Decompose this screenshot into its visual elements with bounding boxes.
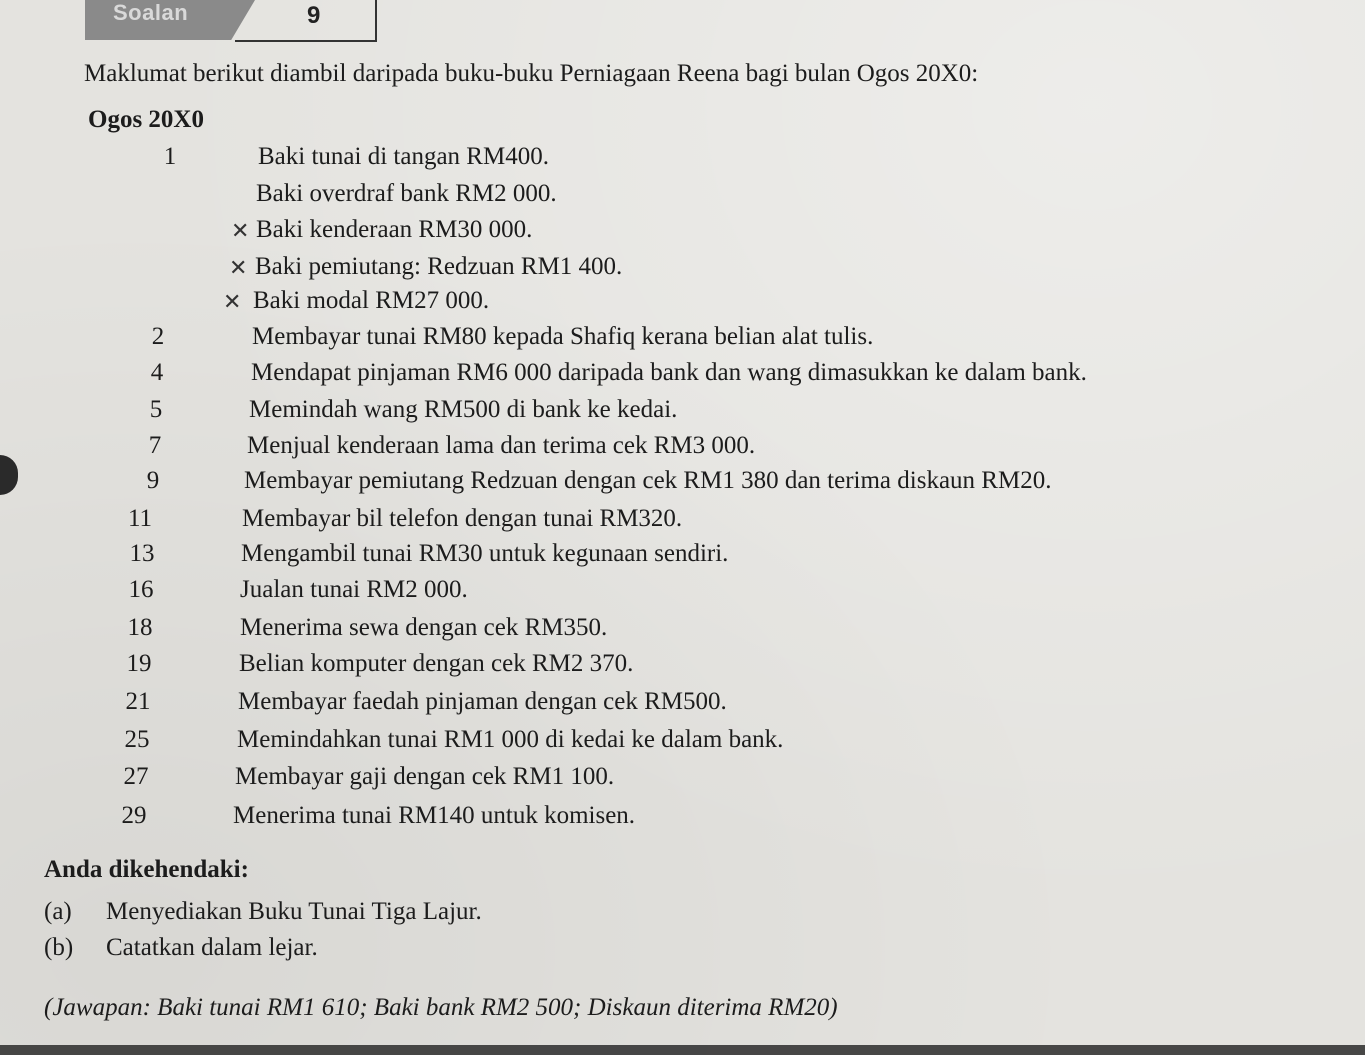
question-label: Soalan [113, 0, 189, 25]
tick-mark-icon: ✕ [231, 218, 250, 243]
transaction-day: 27 [123, 763, 149, 790]
transaction-day: 1 [163, 143, 177, 170]
tick-mark-icon: ✕ [229, 255, 248, 280]
transaction-text: Belian komputer dengan cek RM2 370. [239, 650, 634, 677]
task-text: Catatkan dalam lejar. [106, 934, 318, 961]
transaction-text: Memindah wang RM500 di bank ke kedai. [249, 396, 678, 423]
header-underline [235, 40, 377, 42]
page-edge-tab [0, 455, 18, 495]
transaction-day: 11 [127, 505, 153, 532]
page-bottom-edge [0, 1045, 1365, 1055]
task-label: (a) [44, 898, 72, 925]
transaction-text: Membayar gaji dengan cek RM1 100. [235, 763, 615, 790]
transaction-day: 7 [148, 432, 162, 459]
transaction-text: Baki overdraf bank RM2 000. [256, 180, 557, 207]
transaction-text: Membayar bil telefon dengan tunai RM320. [242, 505, 683, 532]
transaction-day: 9 [146, 467, 160, 494]
header-divider [375, 0, 377, 42]
transaction-day: 19 [126, 650, 152, 677]
month-heading: Ogos 20X0 [88, 106, 204, 133]
transaction-day: 16 [128, 576, 154, 603]
task-label: (b) [44, 934, 74, 961]
transaction-text: Mendapat pinjaman RM6 000 daripada bank dan wang dimasukkan ke dalam bank. [251, 359, 1087, 386]
transaction-text: Mengambil tunai RM30 untuk kegunaan sendiri. [241, 540, 729, 567]
transaction-day: 2 [151, 323, 165, 350]
transaction-day: 13 [129, 540, 155, 567]
transaction-day: 21 [125, 688, 151, 715]
transaction-text: Baki kenderaan RM30 000. [256, 216, 533, 243]
task-text: Menyediakan Buku Tunai Tiga Lajur. [106, 898, 482, 925]
tasks-heading: Anda dikehendaki: [44, 856, 249, 883]
transaction-text: Membayar pemiutang Redzuan dengan cek RM1 380 dan terima diskaun RM20. [244, 467, 1052, 494]
transaction-text: Jualan tunai RM2 000. [240, 576, 468, 603]
transaction-text: Membayar faedah pinjaman dengan cek RM500. [238, 688, 727, 715]
transaction-day: 18 [127, 614, 153, 641]
transaction-text: Baki modal RM27 000. [253, 287, 490, 314]
question-number: 9 [307, 2, 321, 29]
transaction-text: Menjual kenderaan lama dan terima cek RM3 000. [247, 432, 756, 459]
transaction-text: Membayar tunai RM80 kepada Shafiq kerana belian alat tulis. [252, 323, 874, 350]
transaction-text: Menerima sewa dengan cek RM350. [240, 614, 608, 641]
transaction-text: Menerima tunai RM140 untuk komisen. [233, 802, 636, 829]
transaction-day: 29 [121, 802, 147, 829]
question-header [85, 0, 377, 40]
transaction-text: Baki tunai di tangan RM400. [258, 143, 549, 170]
transaction-text: Baki pemiutang: Redzuan RM1 400. [255, 253, 623, 280]
intro-text: Maklumat berikut diambil daripada buku-buku Perniagaan Reena bagi bulan Ogos 20X0: [84, 60, 979, 87]
answer-text: (Jawapan: Baki tunai RM1 610; Baki bank RM2 500; Diskaun diterima RM20) [44, 994, 838, 1021]
transaction-day: 5 [149, 396, 163, 423]
transaction-text: Memindahkan tunai RM1 000 di kedai ke dalam bank. [237, 726, 784, 753]
transaction-day: 4 [150, 359, 164, 386]
tick-mark-icon: ✕ [223, 289, 242, 314]
transaction-day: 25 [124, 726, 150, 753]
